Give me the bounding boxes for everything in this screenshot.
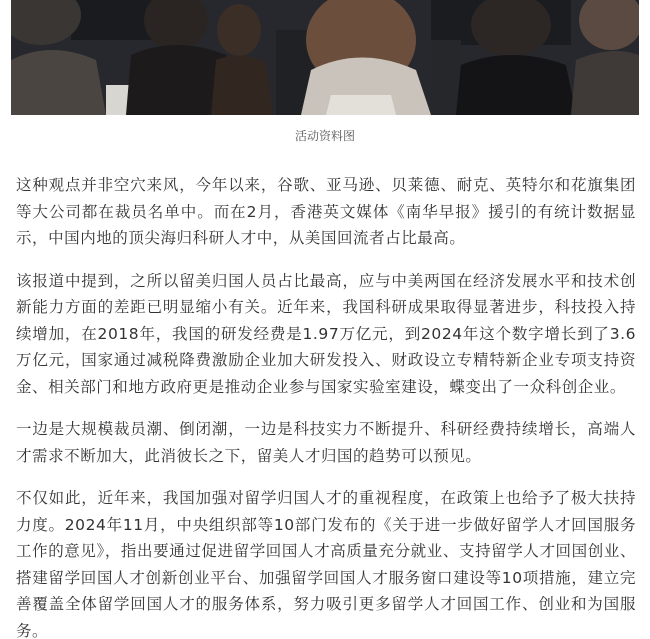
article-photo bbox=[11, 0, 639, 115]
article-body bbox=[16, 172, 636, 639]
paragraph-3: 一边是大规模裁员潮、倒闭潮，一边是科技实力不断提升、科研经费持续增长，高端人才需求不断加大，此消彼长之下，留美人才归国的趋势可以预见。 bbox=[16, 420, 636, 465]
paragraph-2: 该报道中提到，之所以留美归国人员占比最高，应与中美两国在经济发展水平和技术创新能力方面的差距已明显缩小有关。近年来，我国科研成果取得显著进步，科技投入持续增加，在2018年，我国的研发经费是1.97万亿元，到2024年这个数字增长到了3.6万亿元，国家通过减税降费激励企业加大研发投入、财政设立专精特新企业专项支持资金、相关部门和地方政府更是推动企业参与国家实验室建设，蝶变出了一众科创企业。 bbox=[16, 271, 636, 396]
photo-image bbox=[11, 0, 639, 115]
paragraph-1: 这种观点并非空穴来风，今年以来，谷歌、亚马逊、贝莱德、耐克、英特尔和花旗集团等大公司都在裁员名单中。而在2月，香港英文媒体《南华早报》援引的有统计数据显示，中国内地的顶尖海归科研人才中，从美国回流者占比最高。 bbox=[16, 176, 636, 247]
image-caption: 活动资料图 bbox=[294, 129, 355, 143]
paragraph-4: 不仅如此，近年来，我国加强对留学归国人才的重视程度，在政策上也给予了极大扶持力度。2024年11月，中央组织部等10部门发布的《关于进一步做好留学人才回国服务工作的意见》，指出要通过促进留学回国人才高质量充分就业、支持留学人才回国创业、搭建留学回国人才创新创业平台、加强留学回国人才服务窗口建设等10项措施，建立完善覆盖全体留学回国人才的服务体系，努力吸引更多留学人才回国工作、创业和为国服务。 bbox=[16, 489, 636, 639]
